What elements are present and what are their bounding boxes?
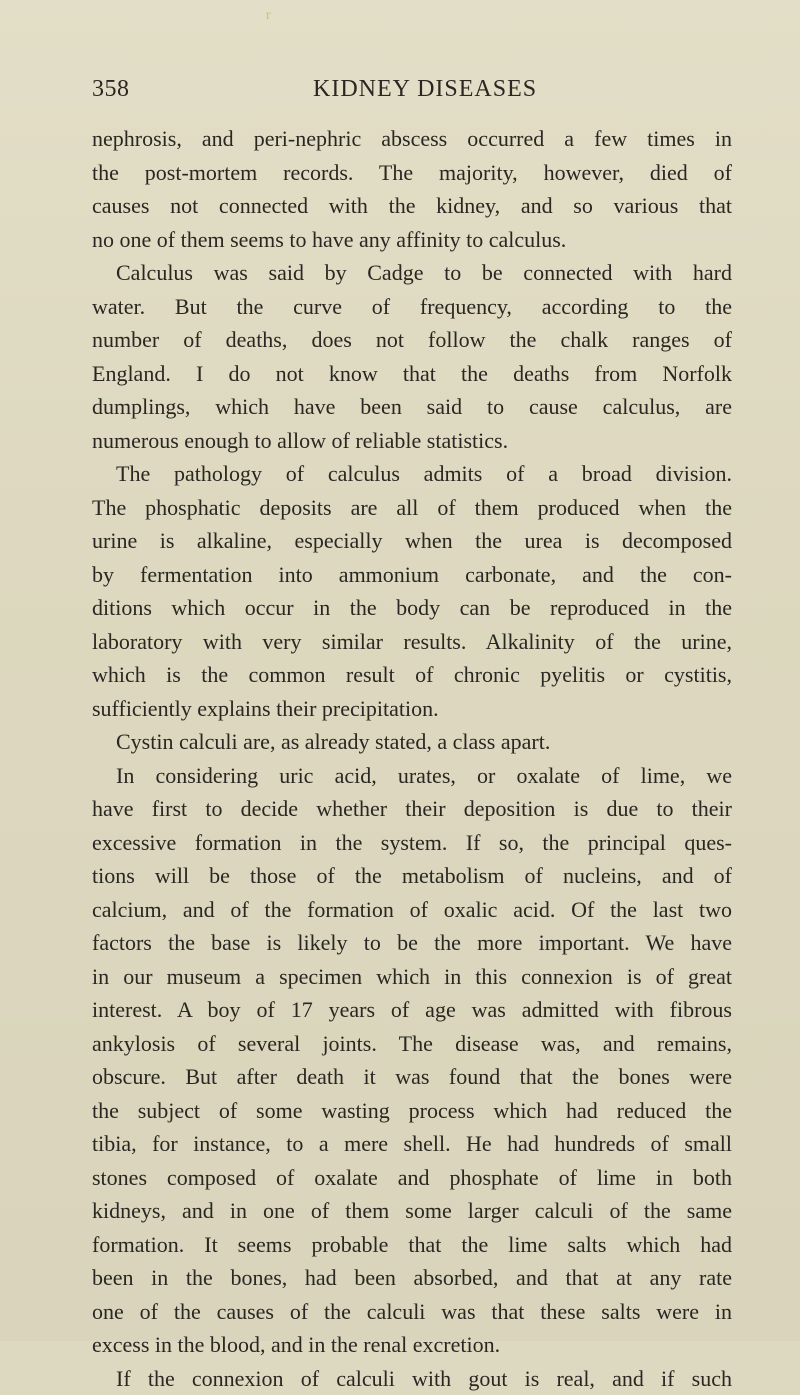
text-line: causes not connected with the kidney, and so various that: [92, 189, 732, 223]
text-line: excessive formation in the system. If so, the principal ques-: [92, 826, 732, 860]
running-head: KIDNEY DISEASES: [313, 76, 537, 103]
text-line: tibia, for instance, to a mere shell. He had hundreds of small: [92, 1127, 732, 1161]
text-line: The phosphatic deposits are all of them produced when the: [92, 491, 732, 525]
text-line: sufficiently explains their precipitation.: [92, 692, 732, 726]
text-line: the subject of some wasting process which had reduced the: [92, 1094, 732, 1128]
text-line: In considering uric acid, urates, or oxalate of lime, we: [92, 759, 732, 793]
text-line: tions will be those of the metabolism of nucleins, and of: [92, 859, 732, 893]
text-line: which is the common result of chronic pyelitis or cystitis,: [92, 658, 732, 692]
text-line: the post-mortem records. The majority, however, died of: [92, 156, 732, 190]
text-line: excess in the blood, and in the renal excretion.: [92, 1328, 732, 1362]
page-header: [0, 76, 800, 106]
text-line: dumplings, which have been said to cause calculus, are: [92, 390, 732, 424]
text-line: formation. It seems probable that the lime salts which had: [92, 1228, 732, 1262]
text-line: numerous enough to allow of reliable statistics.: [92, 424, 732, 458]
text-line: no one of them seems to have any affinity to calculus.: [92, 223, 732, 257]
text-line: in our museum a specimen which in this connexion is of great: [92, 960, 732, 994]
text-line: interest. A boy of 17 years of age was admitted with fibrous: [92, 993, 732, 1027]
text-line: water. But the curve of frequency, according to the: [92, 290, 732, 324]
text-line: obscure. But after death it was found that the bones were: [92, 1060, 732, 1094]
text-line: kidneys, and in one of them some larger calculi of the same: [92, 1194, 732, 1228]
text-line: one of the causes of the calculi was that these salts were in: [92, 1295, 732, 1329]
text-line: been in the bones, had been absorbed, and that at any rate: [92, 1261, 732, 1295]
text-line: urine is alkaline, especially when the urea is decomposed: [92, 524, 732, 558]
text-line: England. I do not know that the deaths from Norfolk: [92, 357, 732, 391]
text-line: factors the base is likely to be the more important. We have: [92, 926, 732, 960]
body-text: [92, 122, 732, 1395]
text-line: Cystin calculi are, as already stated, a class apart.: [92, 725, 732, 759]
text-line: stones composed of oxalate and phosphate of lime in both: [92, 1161, 732, 1195]
page-number: 358: [92, 76, 130, 103]
text-line: by fermentation into ammonium carbonate, and the con-: [92, 558, 732, 592]
text-line: If the connexion of calculi with gout is real, and if such: [92, 1362, 732, 1395]
text-line: have first to decide whether their deposition is due to their: [92, 792, 732, 826]
text-line: The pathology of calculus admits of a broad division.: [92, 457, 732, 491]
text-line: number of deaths, does not follow the chalk ranges of: [92, 323, 732, 357]
text-line: nephrosis, and peri-nephric abscess occurred a few times in: [92, 122, 732, 156]
text-line: laboratory with very similar results. Alkalinity of the urine,: [92, 625, 732, 659]
corner-mark: r: [266, 8, 271, 24]
text-line: ankylosis of several joints. The disease was, and remains,: [92, 1027, 732, 1061]
text-line: calcium, and of the formation of oxalic acid. Of the last two: [92, 893, 732, 927]
text-line: Calculus was said by Cadge to be connected with hard: [92, 256, 732, 290]
text-line: ditions which occur in the body can be reproduced in the: [92, 591, 732, 625]
